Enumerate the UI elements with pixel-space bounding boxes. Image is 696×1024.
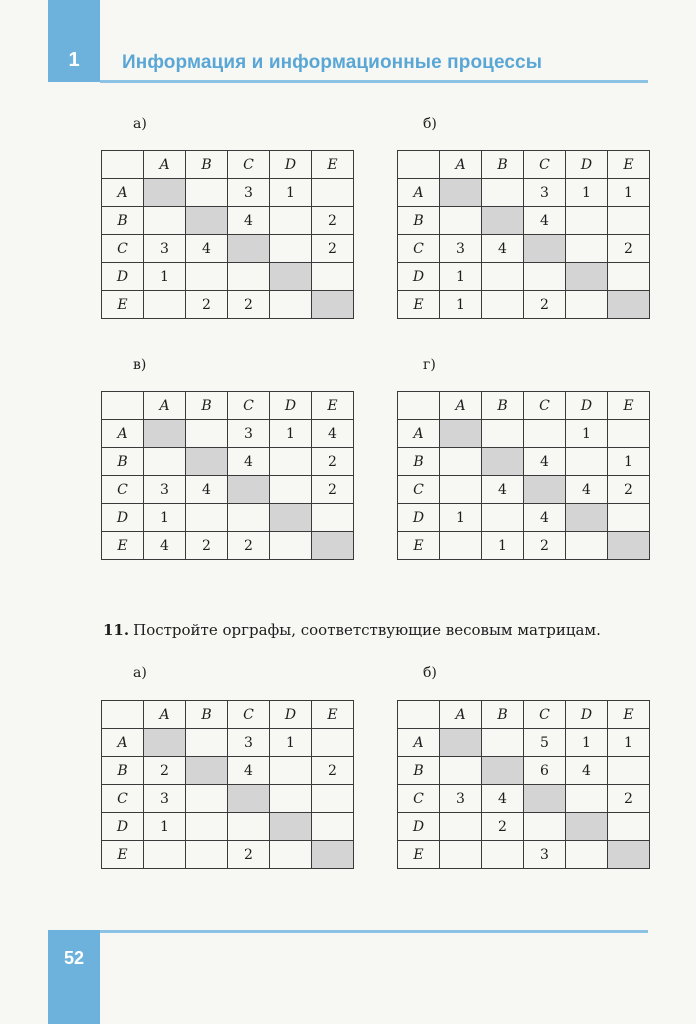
column-header: B [482,701,524,729]
weight-cell [312,263,354,291]
weight-cell: 2 [312,476,354,504]
column-header: E [608,392,650,420]
weight-cell: 1 [566,729,608,757]
weight-cell [566,841,608,869]
weight-cell [186,785,228,813]
weight-cell [608,263,650,291]
row-header: B [102,207,144,235]
weight-cell: 4 [228,448,270,476]
matrix-row [102,729,354,757]
weight-cell [228,263,270,291]
matrix-row [398,420,650,448]
weight-cell: 1 [608,179,650,207]
matrix-label: б) [423,116,437,132]
task-text: Постройте орграфы, соответствующие весовым матрицам. [133,621,601,639]
weight-cell [186,179,228,207]
weight-matrix [397,391,650,560]
row-header: A [398,420,440,448]
weight-cell [440,476,482,504]
matrix-row [398,785,650,813]
weight-cell [228,504,270,532]
weight-cell [566,785,608,813]
weight-cell [608,207,650,235]
column-header: D [270,701,312,729]
column-header: E [312,701,354,729]
column-header: B [186,151,228,179]
matrix-label: б) [423,665,437,681]
weight-cell: 4 [228,207,270,235]
weight-cell: 2 [312,235,354,263]
matrix-row [398,476,650,504]
column-header: D [270,392,312,420]
weight-cell: 2 [228,841,270,869]
matrix-corner-cell [398,701,440,729]
matrix-header-row [398,392,650,420]
weight-cell [270,532,312,560]
weight-cell [144,207,186,235]
matrix-header-row [398,701,650,729]
weight-cell [566,207,608,235]
column-header: D [566,392,608,420]
matrix-row [102,785,354,813]
weight-cell [482,729,524,757]
weight-cell: 1 [440,504,482,532]
weight-cell [440,448,482,476]
weight-cell: 3 [144,785,186,813]
column-header: E [312,151,354,179]
weight-cell: 4 [482,785,524,813]
weight-cell: 2 [524,291,566,319]
column-header: E [608,701,650,729]
diagonal-cell [270,813,312,841]
diagonal-cell [524,476,566,504]
diagonal-cell [270,263,312,291]
chapter-title: Информация и информационные процессы [122,52,543,73]
matrix-row [102,841,354,869]
weight-cell [608,420,650,448]
weight-cell: 1 [608,448,650,476]
diagonal-cell [312,532,354,560]
matrix-label: в) [133,357,147,373]
weight-cell [482,420,524,448]
weight-cell [312,785,354,813]
column-header: E [608,151,650,179]
weight-cell: 1 [270,729,312,757]
row-header: C [398,785,440,813]
weight-cell: 5 [524,729,566,757]
weight-cell [312,179,354,207]
weight-cell: 2 [144,757,186,785]
row-header: C [102,235,144,263]
weight-cell [566,291,608,319]
weight-matrix [101,391,354,560]
matrix-label: г) [423,357,436,373]
row-header: C [398,235,440,263]
weight-cell [566,532,608,560]
weight-cell: 4 [144,532,186,560]
weight-cell: 2 [186,291,228,319]
row-header: A [398,179,440,207]
weight-cell [144,841,186,869]
diagonal-cell [312,841,354,869]
weight-cell [186,729,228,757]
column-header: D [270,151,312,179]
matrix-row [398,179,650,207]
row-header: C [102,476,144,504]
matrix-row [398,813,650,841]
column-header: C [228,701,270,729]
weight-cell: 2 [228,291,270,319]
matrix-header-row [102,392,354,420]
weight-cell [440,207,482,235]
weight-matrix [101,700,354,869]
matrix-row [102,179,354,207]
weight-cell [228,813,270,841]
column-header: C [524,151,566,179]
weight-cell: 2 [228,532,270,560]
matrix-corner-cell [398,392,440,420]
diagonal-cell [440,729,482,757]
weight-cell: 6 [524,757,566,785]
diagonal-cell [524,785,566,813]
diagonal-cell [186,448,228,476]
weight-cell [482,841,524,869]
weight-cell [482,504,524,532]
weight-cell: 1 [608,729,650,757]
weight-cell: 4 [482,476,524,504]
matrix-row [102,448,354,476]
weight-cell: 4 [524,448,566,476]
header-rule [100,80,648,83]
weight-cell: 4 [566,757,608,785]
matrix-row [102,813,354,841]
row-header: D [398,813,440,841]
weight-cell: 2 [608,235,650,263]
diagonal-cell [440,420,482,448]
diagonal-cell [228,476,270,504]
weight-cell [524,263,566,291]
weight-cell: 4 [566,476,608,504]
row-header: D [102,263,144,291]
weight-cell [270,476,312,504]
column-header: A [144,151,186,179]
matrix-label: а) [133,116,147,132]
diagonal-cell [312,291,354,319]
chapter-number: 1 [68,49,80,71]
task-statement [103,621,601,639]
weight-cell [270,757,312,785]
row-header: E [102,841,144,869]
weight-cell [440,841,482,869]
weight-cell [482,291,524,319]
weight-cell: 1 [144,504,186,532]
page-number-tab [48,930,100,1024]
matrix-row [398,532,650,560]
row-header: B [102,448,144,476]
weight-cell [186,841,228,869]
column-header: D [566,151,608,179]
diagonal-cell [566,263,608,291]
column-header: C [228,392,270,420]
row-header: B [398,207,440,235]
weight-cell: 4 [524,504,566,532]
matrix-corner-cell [102,151,144,179]
column-header: D [566,701,608,729]
weight-cell: 2 [608,785,650,813]
row-header: E [398,841,440,869]
column-header: A [440,701,482,729]
weight-cell [440,813,482,841]
weight-cell: 4 [186,476,228,504]
weight-cell: 2 [312,757,354,785]
matrix-row [398,729,650,757]
diagonal-cell [482,207,524,235]
diagonal-cell [608,532,650,560]
row-header: B [398,448,440,476]
row-header: E [102,532,144,560]
weight-cell [270,235,312,263]
matrix-row [102,263,354,291]
matrix-corner-cell [102,392,144,420]
row-header: D [398,504,440,532]
matrix-row [102,420,354,448]
matrix-row [398,757,650,785]
weight-cell: 3 [228,729,270,757]
weight-cell [270,841,312,869]
weight-cell: 2 [524,532,566,560]
weight-cell [524,813,566,841]
diagonal-cell [482,757,524,785]
row-header: D [102,504,144,532]
weight-cell [144,291,186,319]
matrix-header-row [102,701,354,729]
weight-cell [482,179,524,207]
weight-cell [440,757,482,785]
column-header: C [524,392,566,420]
weight-cell [186,420,228,448]
row-header: A [398,729,440,757]
weight-cell: 2 [186,532,228,560]
weight-cell [270,291,312,319]
weight-cell [566,235,608,263]
weight-cell [186,813,228,841]
row-header: B [398,757,440,785]
matrix-row [398,235,650,263]
matrix-row [102,757,354,785]
diagonal-cell [566,504,608,532]
weight-cell [524,420,566,448]
diagonal-cell [608,841,650,869]
row-header: E [398,532,440,560]
weight-cell [270,207,312,235]
weight-cell: 3 [144,476,186,504]
column-header: B [186,392,228,420]
weight-cell: 1 [270,179,312,207]
weight-cell: 3 [144,235,186,263]
weight-cell: 3 [524,841,566,869]
weight-cell [312,729,354,757]
weight-cell: 4 [228,757,270,785]
column-header: A [144,392,186,420]
weight-cell: 2 [312,448,354,476]
diagonal-cell [270,504,312,532]
weight-cell [608,504,650,532]
weight-cell: 3 [524,179,566,207]
matrix-row [102,532,354,560]
row-header: B [102,757,144,785]
row-header: E [102,291,144,319]
weight-cell [144,448,186,476]
weight-cell: 1 [566,179,608,207]
matrix-row [102,476,354,504]
weight-cell [608,757,650,785]
diagonal-cell [144,420,186,448]
weight-cell: 1 [440,291,482,319]
diagonal-cell [144,179,186,207]
matrix-row [398,448,650,476]
weight-cell: 1 [144,813,186,841]
column-header: A [144,701,186,729]
weight-cell [608,813,650,841]
weight-cell: 4 [186,235,228,263]
diagonal-cell [524,235,566,263]
footer-rule [100,930,648,933]
row-header: E [398,291,440,319]
diagonal-cell [186,207,228,235]
weight-cell [566,448,608,476]
weight-cell: 1 [440,263,482,291]
weight-cell [482,263,524,291]
weight-cell: 1 [482,532,524,560]
diagonal-cell [608,291,650,319]
matrix-row [102,291,354,319]
matrix-label: а) [133,665,147,681]
chapter-number-tab [48,0,100,82]
row-header: C [102,785,144,813]
weight-cell: 4 [524,207,566,235]
weight-cell: 1 [270,420,312,448]
weight-cell: 4 [312,420,354,448]
diagonal-cell [566,813,608,841]
column-header: A [440,151,482,179]
weight-matrix [101,150,354,319]
weight-cell [270,785,312,813]
weight-cell: 3 [228,420,270,448]
weight-cell: 1 [144,263,186,291]
diagonal-cell [144,729,186,757]
weight-cell: 2 [608,476,650,504]
weight-cell: 2 [312,207,354,235]
matrix-row [398,504,650,532]
weight-matrix [397,700,650,869]
weight-cell: 3 [228,179,270,207]
diagonal-cell [228,235,270,263]
column-header: C [524,701,566,729]
matrix-corner-cell [398,151,440,179]
row-header: A [102,420,144,448]
column-header: E [312,392,354,420]
row-header: C [398,476,440,504]
matrix-row [102,235,354,263]
weight-cell [440,532,482,560]
row-header: A [102,729,144,757]
row-header: D [398,263,440,291]
weight-cell [312,813,354,841]
page-number: 52 [63,948,85,968]
weight-cell: 3 [440,785,482,813]
column-header: A [440,392,482,420]
weight-cell: 1 [566,420,608,448]
diagonal-cell [440,179,482,207]
matrix-header-row [102,151,354,179]
weight-cell [186,263,228,291]
matrix-row [398,263,650,291]
weight-cell [270,448,312,476]
column-header: B [482,392,524,420]
column-header: B [482,151,524,179]
task-number: 11. [103,621,130,639]
weight-cell [186,504,228,532]
weight-cell: 4 [482,235,524,263]
diagonal-cell [228,785,270,813]
diagonal-cell [482,448,524,476]
matrix-row [102,207,354,235]
weight-cell [312,504,354,532]
diagonal-cell [186,757,228,785]
row-header: D [102,813,144,841]
row-header: A [102,179,144,207]
column-header: C [228,151,270,179]
weight-matrix [397,150,650,319]
matrix-corner-cell [102,701,144,729]
matrix-row [102,504,354,532]
weight-cell: 2 [482,813,524,841]
column-header: B [186,701,228,729]
matrix-row [398,291,650,319]
weight-cell: 3 [440,235,482,263]
matrix-row [398,207,650,235]
matrix-row [398,841,650,869]
matrix-header-row [398,151,650,179]
